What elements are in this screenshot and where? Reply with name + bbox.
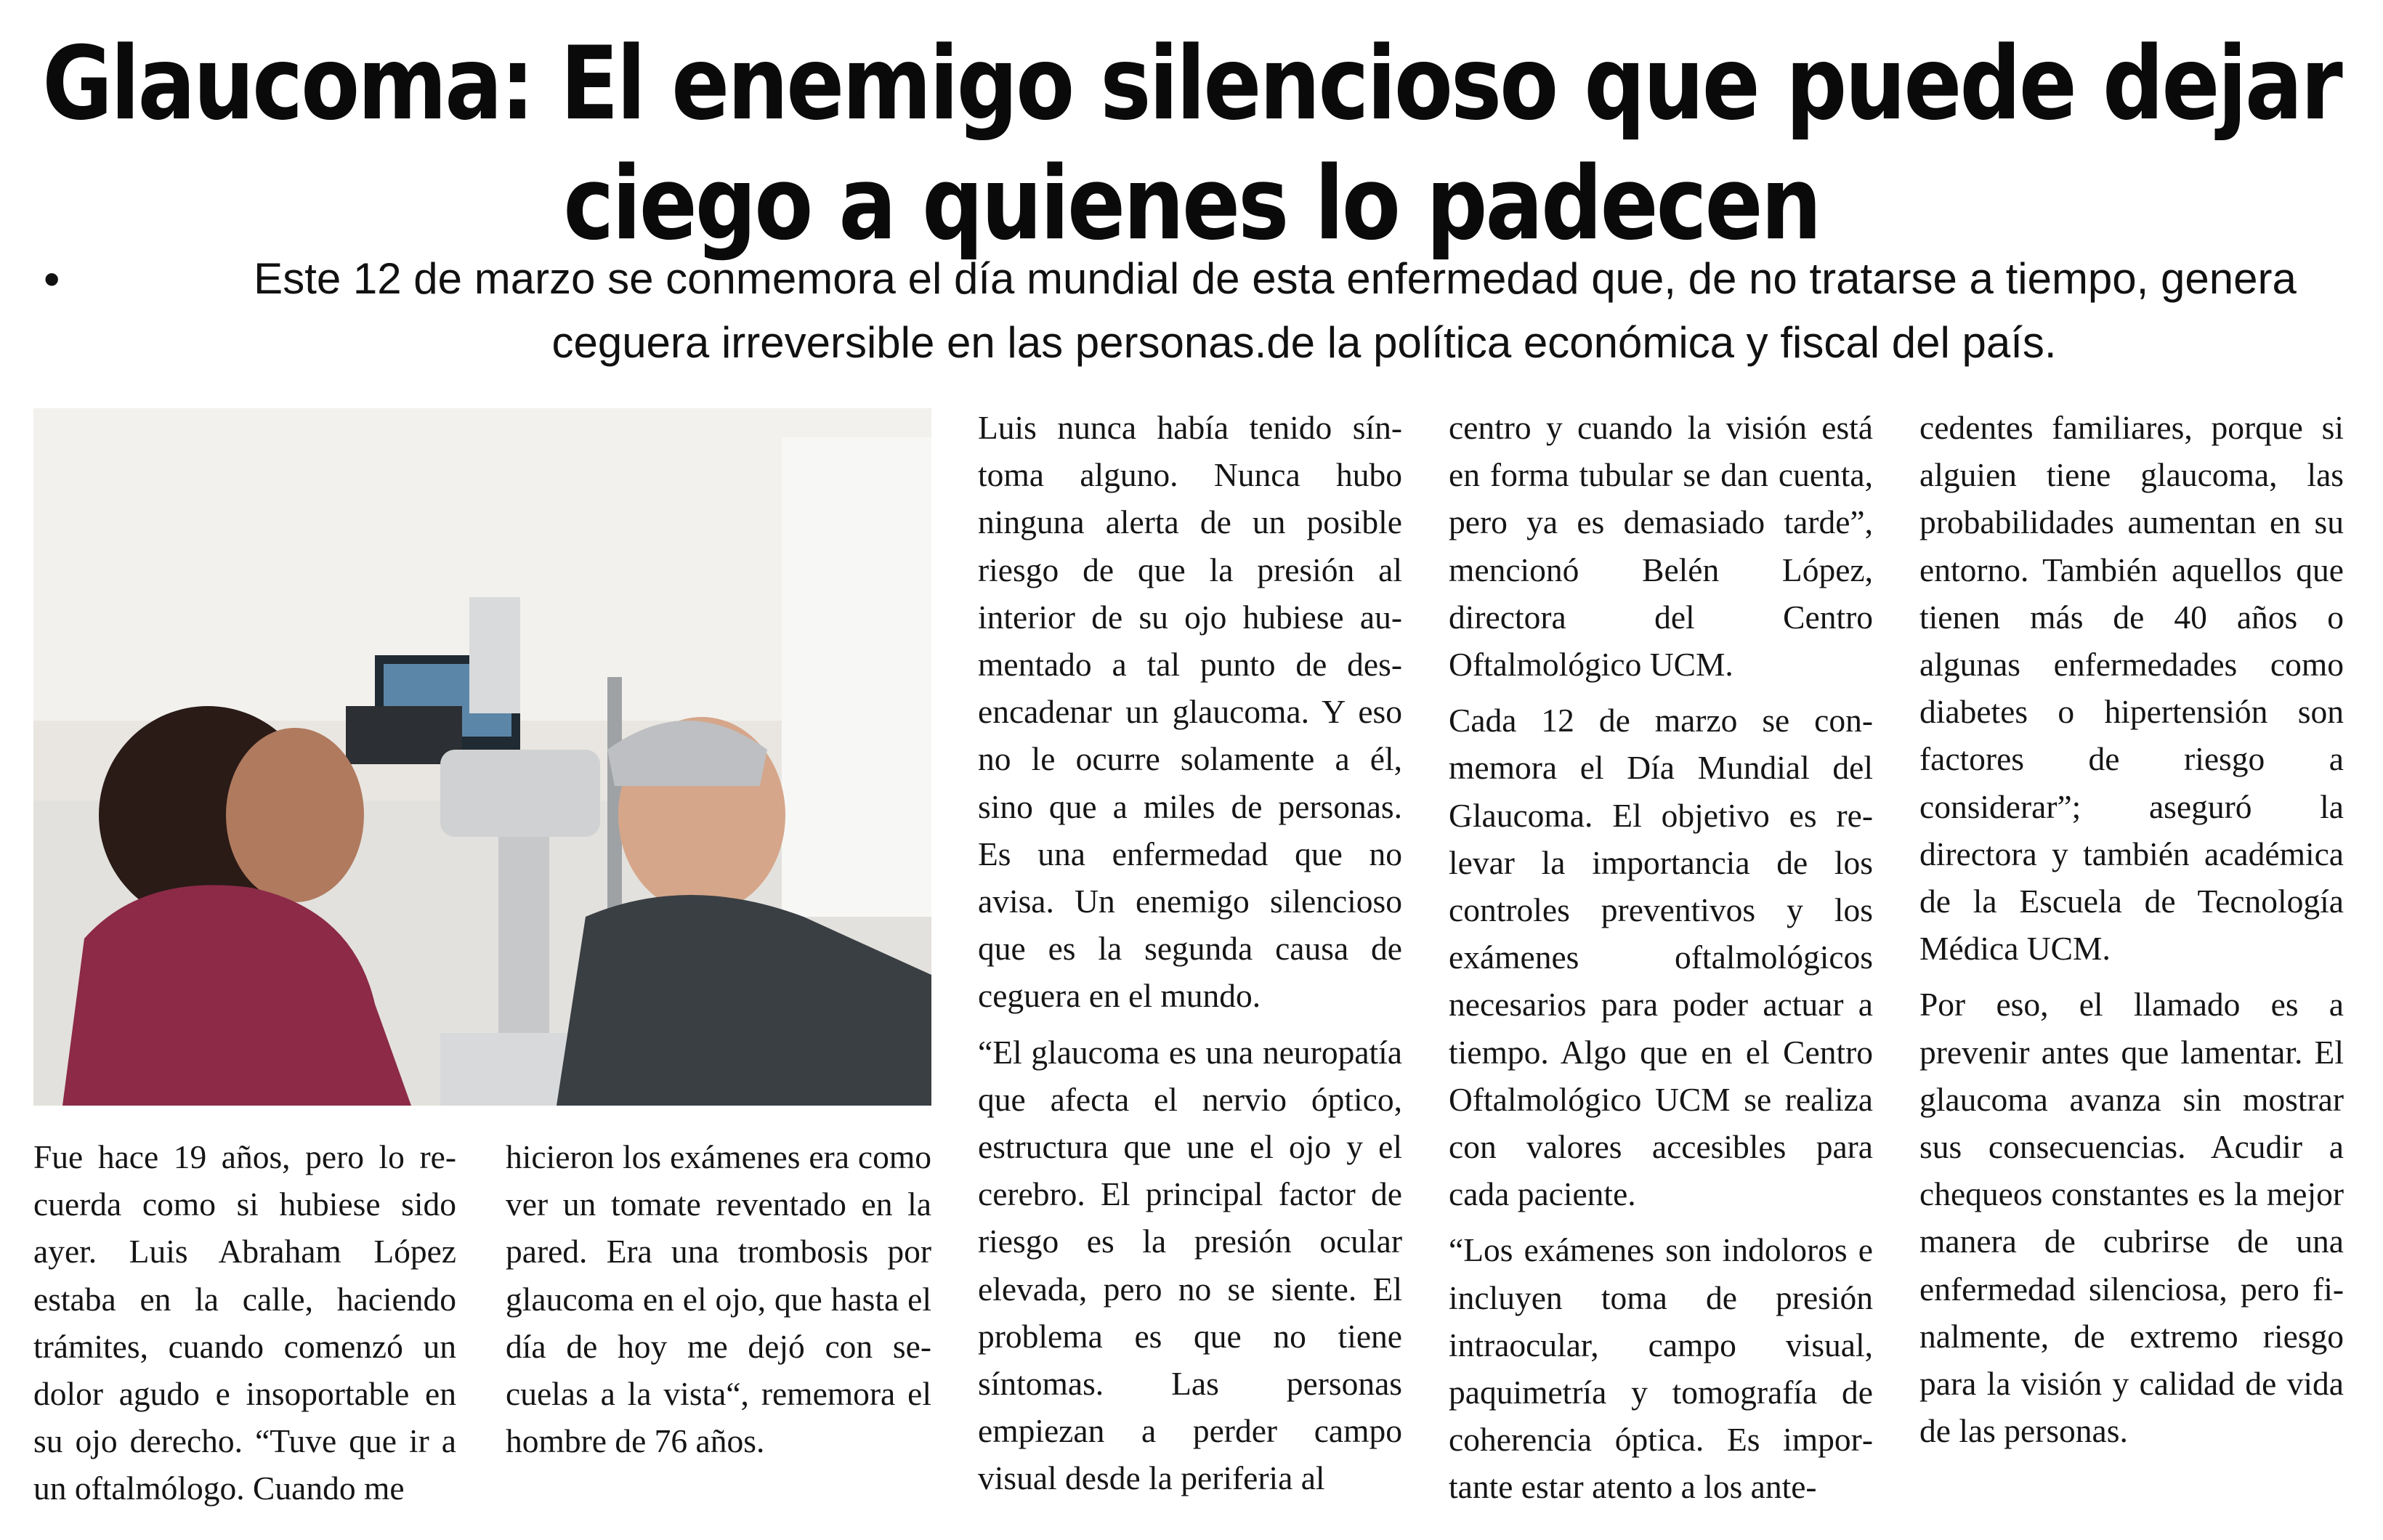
paragraph-6: Por eso, el llamado es a prevenir antes que lamentar. El glaucoma avanza sin mostrar sus consecuencias. Acudir a chequeos constantes es la mejor manera de cubrirse de una enfermedad silenciosa, pero finalmente, de extremo riesgo para la visión y calidad de vida de las personas.	[1919, 986, 2344, 1450]
article-column-1	[33, 1133, 456, 1512]
article-column-5	[1919, 404, 2344, 1454]
paragraph-5-cont: cedentes familiares, porque si alguien tiene glaucoma, las probabilidades aumentan en su entorno. También aquellos que tienen más de 40 años o algunas enfermedades como diabetes o hipertensión son factores de riesgo a considerar”; aseguró la directora y también académica de la Escuela de Tecnología Médica UCM.	[1919, 409, 2344, 968]
paragraph-4: Cada 12 de marzo se conmemora el Día Mundial del Glaucoma. El objetivo es relevar la importancia de los controles preventivos y los exámenes oftalmológicos necesarios para poder actuar a tiempo. Algo que en el Centro Oftalmológico UCM se realiza con valores accesibles para cada paciente.	[1449, 702, 1873, 1213]
paragraph-5: “Los exámenes son indoloros e incluyen toma de presión intraocular, campo visual, paquimetría y tomografía de coherencia óptica. Es importante estar atento a los ante-	[1449, 1231, 1873, 1506]
paragraph-3-cont: centro y cuando la visión está en forma tubular se dan cuenta, pero ya es demasiado tarde”, mencionó Belén López, directora del Centro Oftalmológico UCM.	[1449, 409, 1873, 684]
paragraph-1: Fue hace 19 años, pero lo recuerda como si hubiese sido ayer. Luis Abraham López estaba en la calle, haciendo trámites, cuando comenzó un dolor agudo e insoportable en su ojo derecho. “Tuve que ir a un oftalmólogo. Cuando me	[33, 1138, 456, 1507]
article-column-4	[1449, 404, 1873, 1511]
bullet-icon: •	[44, 253, 60, 305]
article-column-3	[978, 404, 1402, 1502]
paragraph-3: “El glaucoma es una neuropatía que afecta el nervio óptico, estructura que une el ojo y el cerebro. El principal factor de riesgo es la presión ocular elevada, pero no se siente. El problema es que no tiene síntomas. Las personas empiezan a perder campo visual desde la periferia al	[978, 1033, 1402, 1497]
paragraph-2: Luis nunca había tenido síntoma alguno. Nunca hubo ninguna alerta de un posible riesgo de que la presión al interior de su ojo hubiese aumentado a tal punto de desencadenar un glaucoma. Y eso no le ocurre solamente a él, sino que a miles de personas. Es una enfermedad que no avisa. Un enemigo silencioso que es la segunda causa de ceguera en el mundo.	[978, 409, 1402, 1015]
article-photo	[33, 408, 931, 1106]
headline: Glaucoma: El enemigo silencioso que puede dejar ciego a quienes lo padecen	[42, 24, 2341, 263]
article-column-2	[506, 1133, 931, 1464]
subheadline-text: Este 12 de marzo se conmemora el día mundial de esta enfermedad que, de no tratarse a tiempo, genera ceguera irreversible en las personas.de la política económica y fiscal del país.	[254, 254, 2297, 367]
eye-exam-photo-icon	[33, 408, 931, 1106]
subheadline	[36, 247, 2347, 375]
paragraph-1-cont: hicieron los exámenes era como ver un tomate reventado en la pared. Era una trombosis por glaucoma en el ojo, que hasta el día de hoy me dejó con secuelas a la vista“, rememora el hombre de 76 años.	[506, 1138, 931, 1460]
